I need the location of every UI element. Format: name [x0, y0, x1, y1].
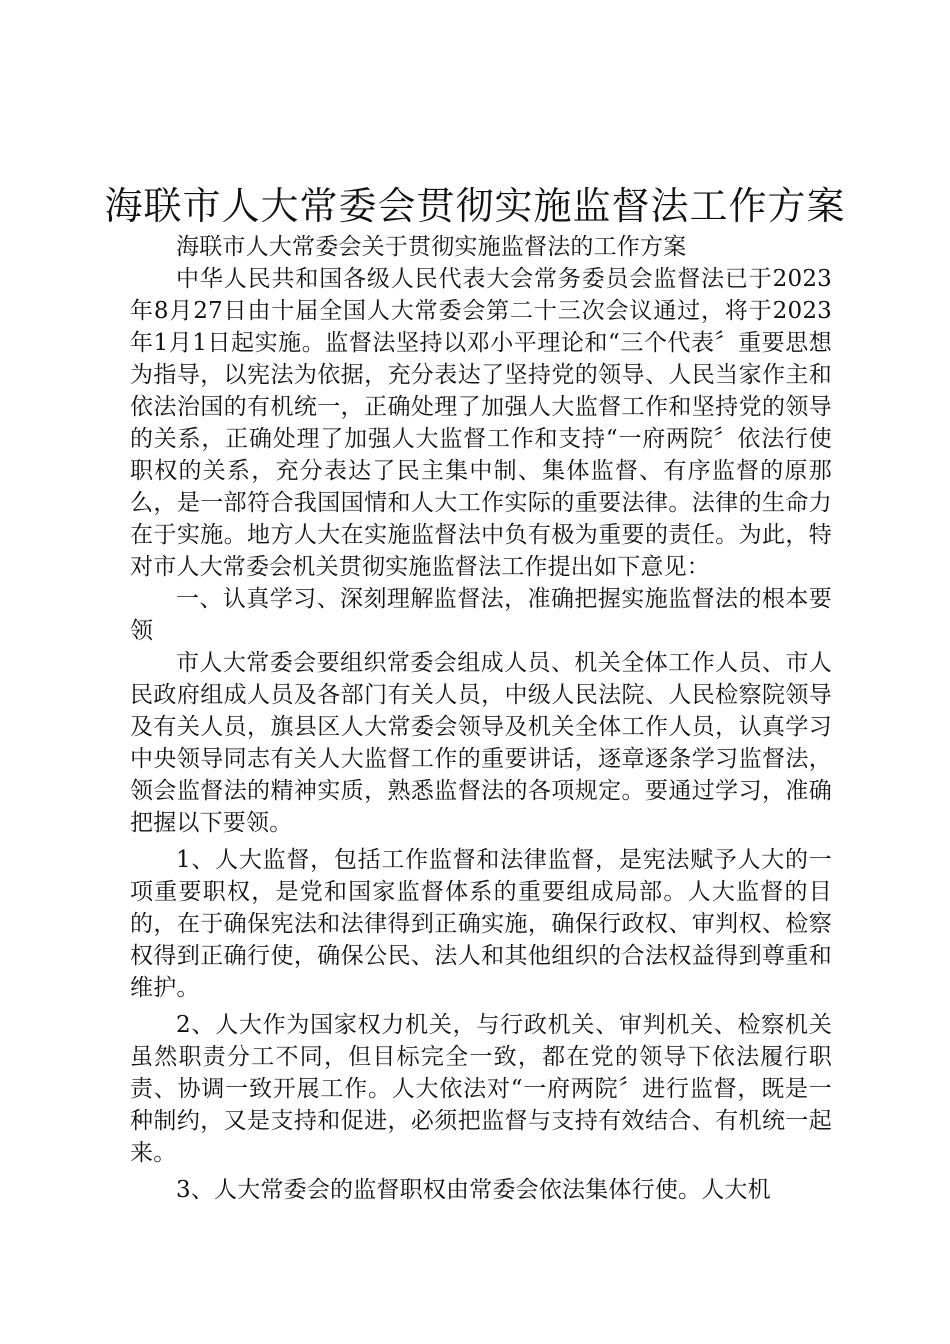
point-3-paragraph: 3、人大常委会的监督职权由常委会依法集体行使。人大机: [176, 1177, 771, 1203]
document-title: 海联市人大常委会贯彻实施监督法工作方案: [104, 184, 846, 228]
subtitle-paragraph: 海联市人大常委会关于贯彻实施监督法的工作方案: [176, 234, 687, 260]
section-heading: 一、认真学习、深刻理解监督法，准确把握实施监督法的根本要领: [130, 586, 832, 644]
point-2-paragraph: 2、人大作为国家权力机关，与行政机关、审判机关、检察机关虽然职责分工不同，但目标完全一致，都在党的领导下依法履行职责、协调一致开展工作。人大依法对“一府两院〞进行监督，既是一种制约，又是支持和促进，必须把监督与支持有效结合、有机统一起来。: [130, 1012, 832, 1166]
point-1-paragraph: 1、人大监督，包括工作监督和法律监督，是宪法赋予人大的一项重要职权，是党和国家监督体系的重要组成局部。人大监督的目的，在于确保宪法和法律得到正确实施，确保行政权、审判权、检察权得到正确行使，确保公民、法人和其他组织的合法权益得到尊重和维护。: [130, 847, 832, 1001]
intro-paragraph: 中华人民共和国各级人民代表大会常务委员会监督法已于2023年8月27日由十届全国人大常委会第二十三次会议通过，将于2023年1月1日起实施。监督法坚持以邓小平理论和“三个代表〞重要思想为指导，以宪法为依据，充分表达了坚持党的领导、人民当家作主和依法治国的有机统一，正确处理了加强人大监督工作和坚持党的领导的关系，正确处理了加强人大监督工作和支持“一府两院〞依法行使职权的关系，充分表达了民主集中制、集体监督、有序监督的原那么，是一部符合我国国情和人大工作实际的重要法律。法律的生命力在于实施。地方人大在实施监督法中负有极为重要的责任。为此，特对市人大常委会机关贯彻实施监督法工作提出如下意见：: [130, 266, 832, 580]
document-body: [130, 231, 832, 1206]
body-paragraph: 市人大常委会要组织常委会组成人员、机关全体工作人员、市人民政府组成人员及各部门有关人员，中级人民法院、人民检察院领导及有关人员，旗县区人大常委会领导及机关全体工作人员，认真学习中央领导同志有关人大监督工作的重要讲话，逐章逐条学习监督法，领会监督法的精神实质，熟悉监督法的各项规定。要通过学习，准确把握以下要领。: [130, 650, 832, 836]
